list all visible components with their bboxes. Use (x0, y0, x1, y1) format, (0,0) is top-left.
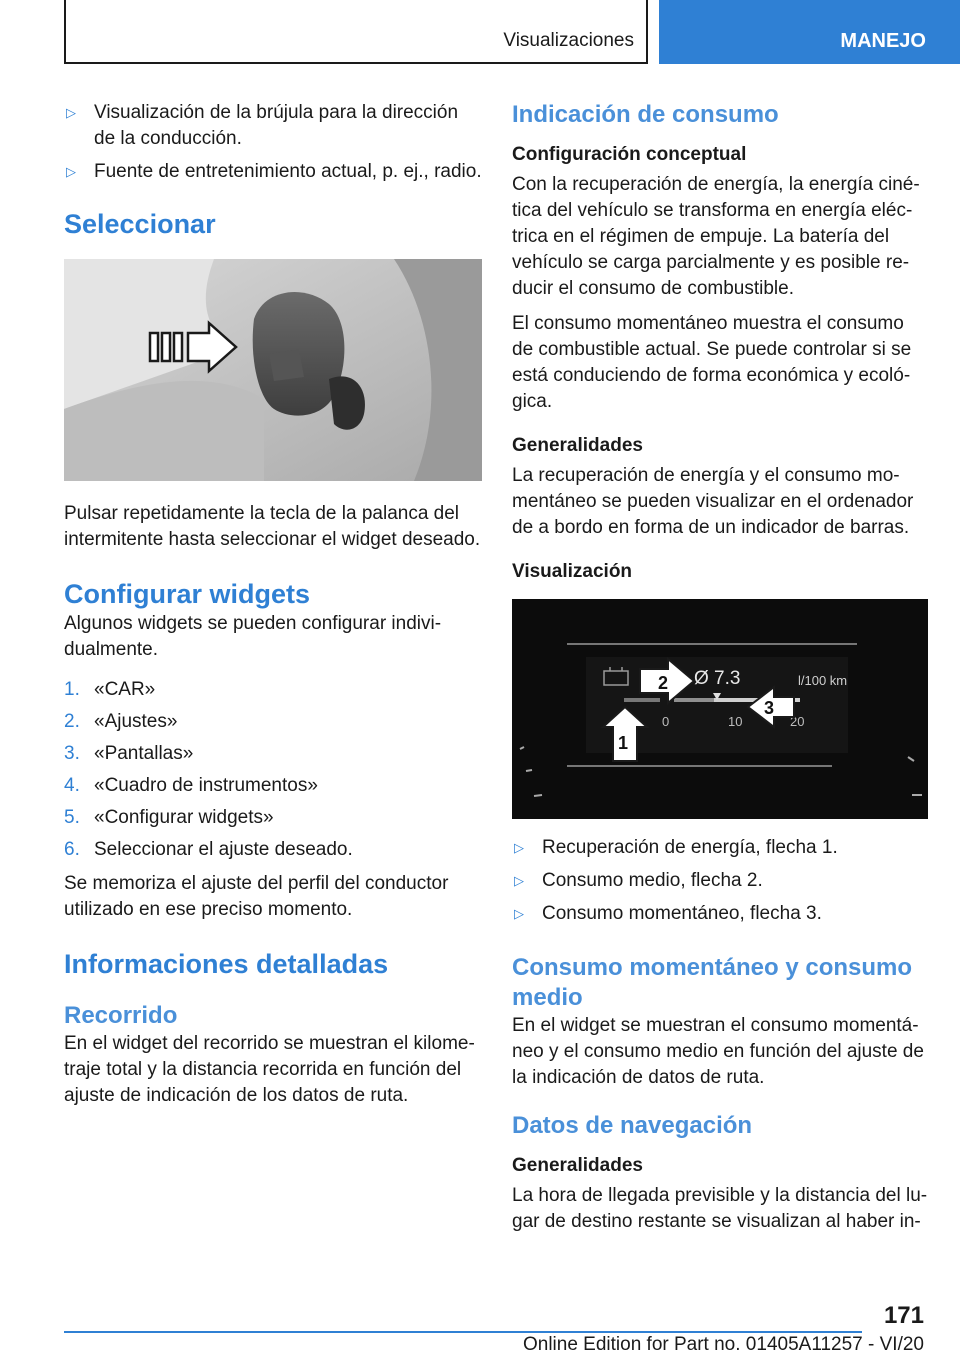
footer-divider (64, 1331, 862, 1333)
list-item: ▷ Fuente de entretenimiento actual, p. ej., radio. (64, 159, 482, 185)
bullet-list-arrows (512, 835, 928, 927)
list-item: ▷ Recuperación de energía, flecha 1. (512, 835, 928, 861)
cluster-scale-20: 20 (790, 714, 805, 729)
heading-recorrido: Recorrido (64, 1002, 178, 1029)
header-section-box (64, 0, 648, 64)
heading-configurar-widgets: Configurar widgets (64, 579, 311, 609)
cluster-value: Ø 7.3 (694, 668, 741, 689)
paragraph-pulsar: Pulsar repetidamente la tecla de la palanca del intermitente hasta seleccionar el widget deseado. (64, 503, 481, 550)
instrument-cluster-photo (512, 599, 928, 819)
paragraph-algunos: Algunos widgets se pueden configurar individualmente. (64, 613, 442, 660)
footer-edition: Online Edition for Part no. 01405A11257 - VI/20 (522, 1334, 924, 1355)
bullet-list-top (64, 100, 482, 185)
list-item: ▷ Consumo momentáneo, flecha 3. (512, 901, 928, 927)
subheading-conceptual: Configuración conceptual (512, 144, 747, 165)
cluster-unit: l/100 km (798, 673, 848, 688)
paragraph-recorrido: En el widget del recorrido se muestran el kilometraje total y la distancia recorrida en función del ajuste de indicación de los datos de ruta. (64, 1033, 475, 1106)
heading-datos-navegacion: Datos de navegación (512, 1112, 753, 1139)
list-item: 1. «CAR» (64, 679, 156, 700)
list-item: 2. «Ajustes» (64, 711, 178, 732)
page-number: 171 (883, 1302, 924, 1329)
triangle-bullet-icon: ▷ (66, 105, 76, 120)
paragraph-memoriza: Se memoriza el ajuste del perfil del conductor utilizado en ese preciso momento. (64, 873, 449, 920)
list-item: 3. «Pantallas» (64, 743, 194, 764)
list-item: 6. Seleccionar el ajuste deseado. (64, 839, 353, 860)
triangle-bullet-icon: ▷ (514, 840, 524, 855)
right-column (512, 100, 928, 1244)
svg-text:2: 2 (658, 673, 669, 693)
subheading-visualizacion: Visualización (512, 561, 633, 582)
chapter-title: MANEJO (840, 30, 926, 52)
heading-consumo-momentaneo: Consumo momentáneo y consumo medio (512, 954, 913, 1011)
heading-indicacion-consumo: Indicación de consumo (512, 101, 779, 128)
triangle-bullet-icon: ▷ (514, 873, 524, 888)
heading-seleccionar: Seleccionar (64, 209, 216, 239)
paragraph-generalidades: La recuperación de energía y el consumo momentáneo se pueden visualizar en el ordenador de a bordo en forma de un indicador de barras. (512, 465, 914, 538)
paragraph-navegacion: La hora de llegada previsible y la distancia del lugar de destino restante se visualizan al haber in- (512, 1185, 928, 1232)
list-item: 4. «Cuadro de instrumentos» (64, 775, 318, 796)
svg-text:3: 3 (764, 698, 775, 718)
paragraph-conceptual-2: El consumo momentáneo muestra el consumo de combustible actual. Se puede controlar si se está conduciendo de forma económica y ecológica. (512, 313, 912, 412)
subheading-generalidades: Generalidades (512, 435, 643, 456)
lever-photo (64, 259, 482, 481)
cluster-scale-10: 10 (728, 714, 743, 729)
left-column (64, 100, 482, 1118)
steps-list (64, 677, 482, 863)
section-title: Visualizaciones (503, 30, 634, 51)
triangle-bullet-icon: ▷ (66, 164, 76, 179)
paragraph-momentaneo: En el widget se muestran el consumo momentáneo y el consumo medio en función del ajuste de la indicación de datos de ruta. (512, 1015, 924, 1088)
list-item: 5. «Configurar widgets» (64, 807, 274, 828)
chapter-tab (659, 0, 960, 64)
paragraph-conceptual-1: Con la recuperación de energía, la energía cinética del vehículo se transforma en energía eléctrica en el régimen de empuje. La batería del vehículo se carga parcialmente y es posible reducir el consumo de combustible. (512, 174, 920, 299)
list-item: ▷ Consumo medio, flecha 2. (512, 868, 928, 894)
list-item: ▷ Visualización de la brújula para la dirección de la conducción. (66, 102, 459, 149)
triangle-bullet-icon: ▷ (514, 906, 524, 921)
svg-text:1: 1 (618, 733, 629, 753)
subheading-generalidades-2: Generalidades (512, 1155, 643, 1176)
heading-informaciones: Informaciones detalladas (64, 949, 389, 979)
cluster-scale-0: 0 (662, 714, 670, 729)
